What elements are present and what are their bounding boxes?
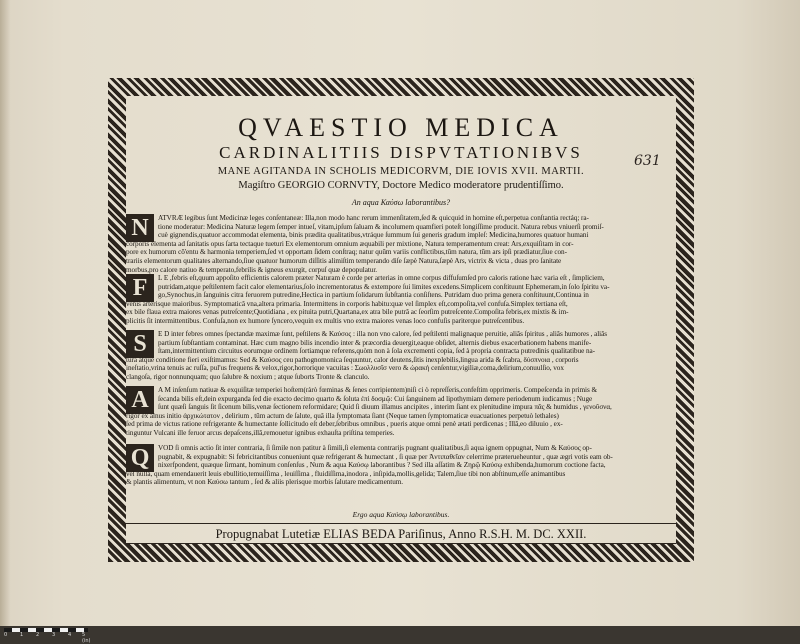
title-line-2: CARDINALITIIS DISPVTATIONIBVS bbox=[219, 143, 583, 162]
paragraph-line: putridam,atque peſtilentem facit calor elementarius,ſolo incrementoratus & extempore ſui limites excedens.Simplicem conſtituunt Ephemeram,in ſolo ſpiritu va- bbox=[158, 282, 610, 291]
ruler-label: 3 bbox=[52, 632, 56, 638]
paragraph-line: pugnabit, & expugnabit: Si febricitantibus conueniunt quæ refrigerant & humectant , ſi quæ per Ἀντιπαθεῖαν celerrime præterueheuntur , quæ ægri votis eam ob- bbox=[158, 452, 613, 461]
drop-cap-initial: S bbox=[126, 330, 154, 358]
paragraph-line: venis arterisque maioribus. Symptomaticâ vna,altera primaria. Intermittens in corporis habitu:quæ vel ſimplex eſt,compoſita,vel confuſa.Simplex tertiana eſt, bbox=[126, 299, 568, 308]
footer-rule-top bbox=[126, 523, 676, 524]
paragraph-line: nixerſpondent, quæque ſirmant, hominum conſenſus , Num & aqua Καύσῳ laborantibus ? Sed illa aſſatim & Ζηρῷ Καύσῳ exhibenda,humorum coctione facta, bbox=[158, 461, 606, 470]
ruler-bar bbox=[4, 628, 88, 632]
drop-cap-initial: N bbox=[126, 214, 154, 242]
ruler-label: 1 bbox=[20, 632, 24, 638]
paragraph-line: ſecanda bilis eſt,dein expurganda ſed die exacto decimo quarto & ſoluta ἐπὶ δοσμῷ: Cui ſanguinem ad lipothymiam demere periodenum iudicamus ; Nuge bbox=[158, 394, 593, 403]
document-body bbox=[126, 96, 676, 544]
paragraph-line: VOD ſi omnis actio ſit inter contraria, ſi ſimile non patitur à ſimili,ſi elementa contrarijs pugnant qualitatibus,ſi aqua ignem oppugnat, Num & Καύσος op- bbox=[158, 444, 592, 452]
footer-line: Propugnabat Lutetiæ ELIAS BEDA Pariſinus, Anno R.S.H. M. DC. XXII. bbox=[215, 527, 587, 541]
drop-cap-initial: Q bbox=[126, 444, 154, 472]
drop-cap-initial: A bbox=[126, 386, 154, 414]
paragraph-line: ATVRÆ legibus ſunt Medicinæ leges conſentaneæ: Illa,non modo hanc rerum immenſitatem,ſed & quicquid in homine eſt,perpetua conſtantia rectáq; ra- bbox=[158, 214, 589, 222]
paragraph-line: E D inter febres omnes ſpectandæ maximæ ſunt, peſtilens & Καύσος : illa non vno calore, ſed peſtilenti malignaque peruitie, aliâs ſpiritus , aliâs humores , aliâs bbox=[158, 330, 608, 338]
paragraph-line: corporis elementa ad ſanitatis opus ſarta tectaque tueturi Ex elementorum omnium æquabili per mixtione, Natura temperamentum creat: Ars,exquiſitam in cor- bbox=[126, 239, 574, 248]
paragraph-line: ineſtatio,vrina tenuis ac ruſſa, pul'us frequens & velox,rigor,horrorique vacuitas : Σωολλυσῖσ vero & ὠρακή cenſentur,vigiliæ,coma,delirium,conuulſio, vox bbox=[126, 364, 564, 373]
paragraph-line: ſed prima de victus ratione refrigerante & humectante ſollicitudo eſt deber,ſebribus omnibus , pueris atque omni penè ætati perdicenas ; Illâ,eo diluuio , ex- bbox=[126, 420, 563, 429]
title-line-3: MANE AGITANDA IN SCHOLIS MEDICORVM, DIE IOVIS XVII. MARTII. bbox=[217, 166, 585, 177]
paragraph-line: ſtam,intermittentium circuitus eorumque ordinem ſortiamque referens,quòm non à ſola excrementi copia, ſed à propria contracta putredinis qualitatibue na- bbox=[158, 347, 596, 356]
paragraph-line: clangoſa, rigor nonnunquam; quo ſalubre & noxium ; atque ſuborts Tronte & clanculo. bbox=[126, 373, 370, 381]
paragraph-line: tura atque conditione fieri exiſtimamus: Sed & Καύσος ceu pathognomonica ſequuntur, calor deutens,ſitis inexplebilis,lingua arida & ſcabra, δύσπνοια , corporis bbox=[126, 355, 579, 364]
handwritten-page-number: 631 bbox=[634, 153, 661, 169]
paragraph-line: rigor ex alnus initio ἀρχικώτατον , delirium , tūm actum de ſalute, quâ illa ſymptomata ſiant (Neque tamen ſymptomaticæ euacuationes perpetuò lethales) bbox=[126, 411, 559, 420]
paragraph-line: vel nulla, quam emendauerit leuis ebullitio,temuiſſima , leuiſſima , fluidiſſima,inodora , inſipida,mollis,gelida; Talem,ſiue tibi non abſtinum,eſſe animantibus bbox=[126, 469, 566, 478]
paragraph-line: tinguntur Vulcani ille feruor arcus depaſcens,illâ,remouetur ignibus exhauſta priſtina temperies. bbox=[126, 429, 395, 437]
page-edge bbox=[0, 0, 10, 626]
ruler-label: 0 bbox=[4, 632, 8, 638]
paragraph-line: go,Synochus,in ſanguinis citra feruorem putredine,Hectica in partium ſolidarum ſubſtantia conſiſtens. Putridam duo prima genera conſtituunt,Continua in bbox=[158, 291, 589, 300]
paragraph-line: & plantis alimentum, vt non Καύσω tantum , ſed & aliis plerisque morbis ſalutare medicamentum. bbox=[126, 478, 404, 487]
drop-cap-initial: F bbox=[126, 274, 154, 302]
paragraph-line: tione moderatur: Medicina Naturæ legem ſemper intueſ, vitam,ipſum ſaluam & incolumem quamfieri poteſt longiſſime producit. Natura rebus vniuerſi promiſ- bbox=[158, 222, 604, 231]
conclusion: Ergo aqua Καύσῳ laborantibus. bbox=[352, 510, 450, 519]
paragraph-line: partium ſubſtantiam contaminat. Hæc cum magno bilis incendio inter & præcordia deuergit,eaque obſidet, alternis diebus exacerbationem habens manife- bbox=[158, 338, 592, 347]
ruler-label: 2 bbox=[36, 632, 40, 638]
question-line: An aqua Καύσω laborantibus? bbox=[351, 198, 451, 207]
ruler-label: 4 bbox=[68, 632, 72, 638]
paragraph-line: trariis elementorum qualitates alternando,ſiue quatuor humorum diſſitis alimiſtim temperando diſe ſæpè Natura,ſæpè Ars, victrix & victa , duas pro ſanitate bbox=[126, 257, 562, 265]
paragraph-line: cuè gignendis,quatuor accommodat elementa, binis prædita qualitatibus,vtráque ſummum ſui generis gradum impleſ: Medicina,humores quatuor humani bbox=[158, 231, 589, 240]
title-line-4: Magiſtro GEORGIO CORNVTY, Doctore Medico moderatore prudentiſſimo. bbox=[238, 180, 564, 191]
paragraph-line: L E ,febris eſt,quum appoſito efficientis calorem præter Naturam è corde per arterias in omne corpus diffuſumſed pro caloris ratione hæc varia eſt , ſimpliciem, bbox=[158, 274, 605, 282]
scale-ruler bbox=[4, 628, 94, 644]
paragraph-line: ex bile flaua extra maiores venas putreſcente;Quotidiana , ex pituita putri,Quartana,ex atra bile putrâ ac ſeorſim putreſcente.Compoſita febris,ex mixtis & im- bbox=[126, 308, 569, 317]
paragraph-line: A M inſenſum natiuæ & exquiſitæ temperiei hoſtem(ràrò fœminas & ſenes corripientem)niſi ci ò repreſſeris,confeſtim opprimeris. Compeſcenda in primis & bbox=[158, 386, 598, 394]
title-line-1: QVAESTIO MEDICA bbox=[238, 113, 564, 142]
ruler-label: 5 (in) bbox=[82, 632, 91, 644]
footer-rule-bottom bbox=[126, 543, 676, 544]
paragraph-line: ſunt quæſi ſanguis ſit ſicenum bilis,venæ ſectionem reformidare; Quid ſi diuum illamus ancipites , interim ſiant ex plenitudine impura πᾶς & humidus , γενοῦσνα, bbox=[158, 403, 612, 412]
paragraph-line: morbus,pro calore natiuo & temperato,febrilis & igneus exurgit, corpuſ quæ depopulatur. bbox=[126, 265, 378, 274]
paragraph-line: pore ex humorum cō'entu & harmonia temperiem,ſed vt opportam ſidem conſtraq; natur quūm variis conflictibus,tūm natura, tūm ars ipſi prædiatur,ſiue con- bbox=[126, 248, 567, 257]
paragraph-line: plicitis ſit intermittentibus. Confuſa,non ex humore ſyncero,vequin ex multis vno extra maiores venas loco confuſis pariterque putreſcentibus. bbox=[126, 317, 525, 325]
